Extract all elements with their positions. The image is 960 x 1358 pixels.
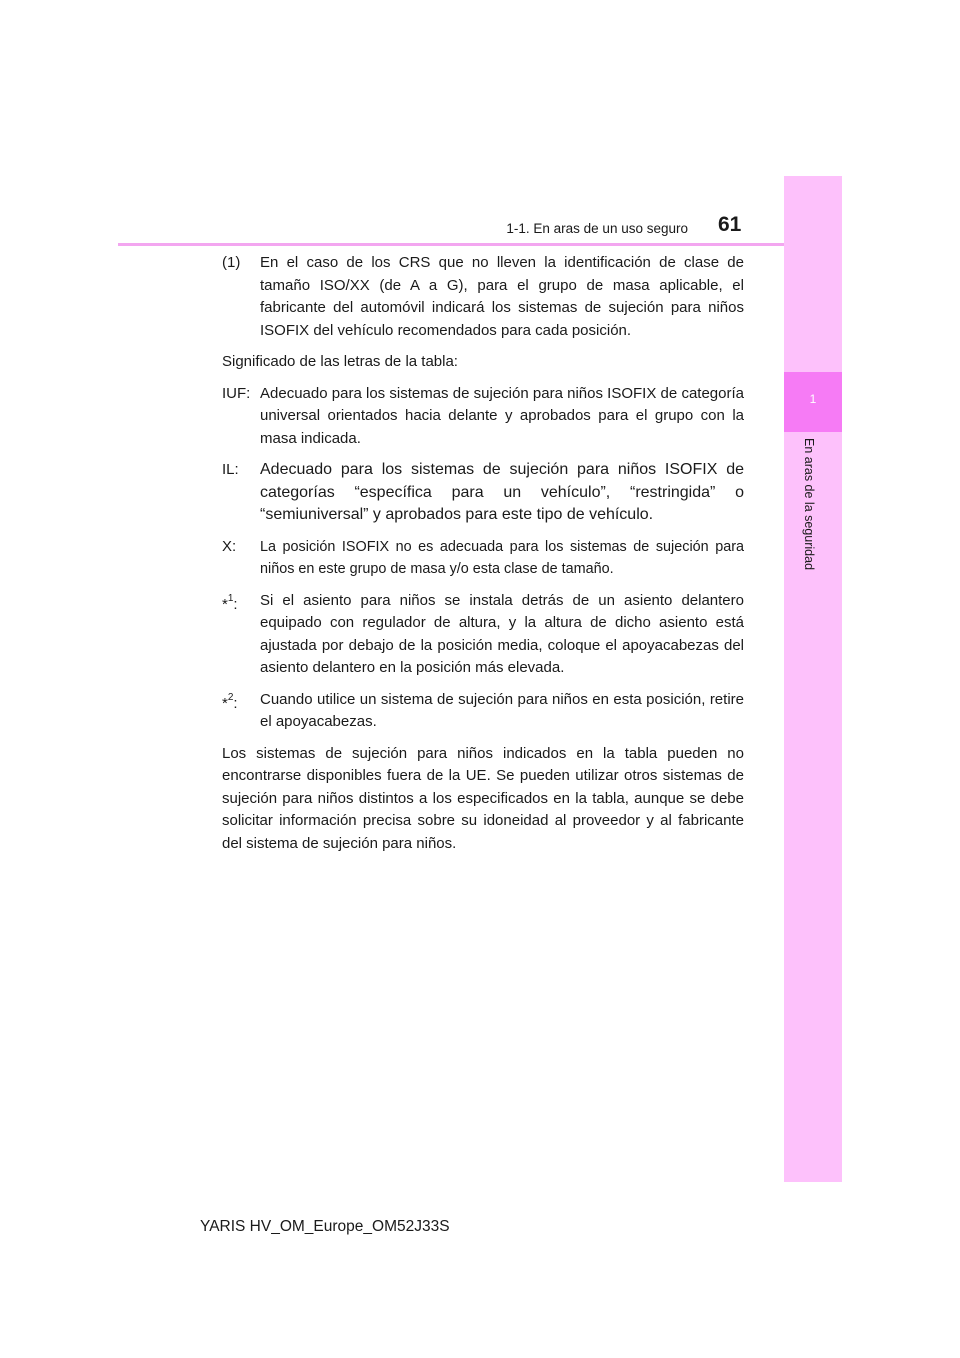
legend-title: Significado de las letras de la tabla: bbox=[222, 353, 458, 370]
header-divider bbox=[118, 243, 842, 246]
footnote-2-star: * bbox=[222, 694, 228, 712]
footnote-2-colon: : bbox=[233, 694, 238, 712]
footnote-1 bbox=[222, 590, 744, 680]
legend-iuf-text: Adecuado para los sistemas de sujeción para niños ISOFIX de categoría universal orientados hacia delante y aprobados para el grupo con la masa indicada. bbox=[260, 384, 744, 447]
footnote-2-number: 2 bbox=[227, 691, 234, 703]
legend-x-text: La posición ISOFIX no es adecuada para los sistemas de sujeción para niños en este grupo de masa y/o esta clase de tamaño. bbox=[260, 538, 744, 577]
legend-iuf bbox=[222, 383, 744, 451]
note-1-label: (1) bbox=[222, 254, 241, 271]
legend-x bbox=[222, 536, 744, 581]
footer-code: YARIS HV_OM_Europe_OM52J33S bbox=[200, 1218, 450, 1235]
footnote-2-text: Cuando utilice un sistema de sujeción para niños en esta posición, retire el apoyacabezas. bbox=[260, 690, 744, 730]
legend-il-text: Adecuado para los sistemas de sujeción para niños ISOFIX de categorías “específica para un vehículo”, “restringida” o “semiuniversal” y aprobados para este tipo de vehículo. bbox=[260, 461, 744, 523]
note-1 bbox=[222, 252, 744, 342]
footnote-1-star: * bbox=[222, 595, 228, 613]
footnote-1-number: 1 bbox=[227, 592, 234, 604]
legend-iuf-label: IUF: bbox=[222, 384, 251, 402]
legend-il bbox=[222, 459, 744, 527]
chapter-number: 1 bbox=[809, 392, 817, 406]
footnote-1-text: Si el asiento para niños se instala detrás de un asiento delantero equipado con regulador de altura, y la altura de dicho asiento está ajustada por debajo de la posición media, coloque el apoyacabezas del asiento delantero en la posición más elevada. bbox=[260, 591, 744, 676]
chapter-label: En aras de la seguridad bbox=[802, 438, 816, 571]
footnote-1-colon: : bbox=[233, 595, 238, 613]
closing-paragraph: Los sistemas de sujeción para niños indicados en la tabla pueden no encontrarse disponibles fuera de la UE. Se pueden utilizar otros sistemas de sujeción para niños distintos a los especificados en la tabla, aunque se debe solicitar información precisa sobre su idoneidad al proveedor y al fabricante del sistema de sujeción para niños. bbox=[222, 744, 744, 852]
section-title: 1-1. En aras de un uso seguro bbox=[506, 221, 688, 236]
legend-x-label: X: bbox=[222, 537, 237, 555]
note-1-text: En el caso de los CRS que no lleven la identificación de clase de tamaño ISO/XX (de A a G), para el grupo de masa aplicable, el fabricante del automóvil indicará los sistemas de sujeción para niños ISOFIX del vehículo recomendados para cada posición. bbox=[260, 254, 744, 339]
page-number: 61 bbox=[718, 213, 742, 236]
page-content bbox=[222, 252, 744, 864]
footnote-1-mark bbox=[222, 590, 260, 680]
chapter-side-tab bbox=[784, 176, 842, 1182]
legend-il-label: IL: bbox=[222, 461, 239, 478]
footnote-2 bbox=[222, 689, 744, 734]
footnote-2-mark bbox=[222, 689, 260, 734]
